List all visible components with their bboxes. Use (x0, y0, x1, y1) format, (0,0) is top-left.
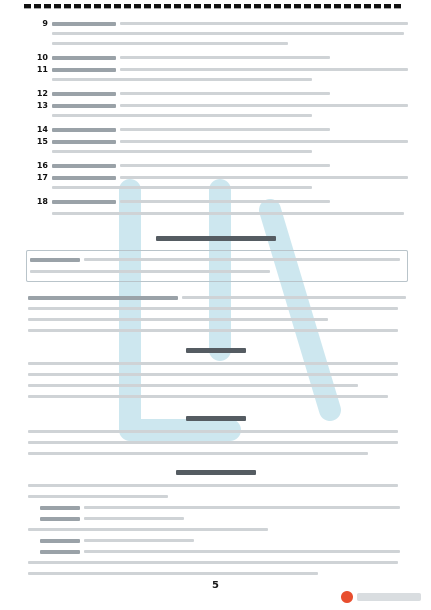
section-heading (0, 344, 431, 356)
body-line (28, 491, 168, 502)
body-line (28, 380, 358, 391)
row-number: 15 (36, 137, 48, 146)
body-line (28, 437, 398, 448)
row-number: 16 (36, 161, 48, 170)
instruction-continuation (32, 110, 312, 121)
body-line (28, 568, 318, 579)
instruction-continuation (32, 38, 288, 49)
body-line (28, 314, 328, 325)
instruction-row (40, 513, 184, 524)
instruction-row (32, 124, 330, 135)
section-heading (0, 412, 431, 424)
section-heading (0, 232, 431, 244)
body-line (28, 524, 268, 535)
body-line (28, 557, 398, 568)
instruction-row (40, 502, 400, 513)
body-line (28, 369, 398, 380)
instruction-row (40, 535, 194, 546)
page-number: 5 (212, 580, 219, 591)
row-number: 17 (36, 173, 48, 182)
instruction-row (32, 88, 330, 99)
instruction-continuation (32, 182, 312, 193)
instruction-row (32, 160, 330, 171)
body-line (28, 292, 406, 303)
body-line (28, 325, 398, 336)
row-number: 13 (36, 101, 48, 110)
row-number: 18 (36, 197, 48, 206)
row-number: 10 (36, 53, 48, 62)
instruction-row (32, 52, 330, 63)
instruction-continuation (32, 74, 312, 85)
row-number: 12 (36, 89, 48, 98)
note-line (30, 254, 400, 265)
body-line (28, 303, 398, 314)
body-line (28, 426, 398, 437)
row-number: 9 (42, 19, 48, 28)
body-line (28, 391, 388, 402)
site-logo-icon[interactable] (339, 588, 425, 606)
section-heading (0, 466, 431, 478)
body-line (28, 358, 398, 369)
row-number: 14 (36, 125, 48, 134)
instruction-row (32, 196, 330, 207)
top-rule (24, 4, 404, 12)
body-line (28, 448, 368, 459)
note-line (30, 266, 270, 277)
instruction-row (40, 546, 400, 557)
body-line (28, 480, 398, 491)
instruction-continuation (32, 146, 312, 157)
instruction-continuation (32, 208, 404, 219)
row-number: 11 (36, 65, 48, 74)
